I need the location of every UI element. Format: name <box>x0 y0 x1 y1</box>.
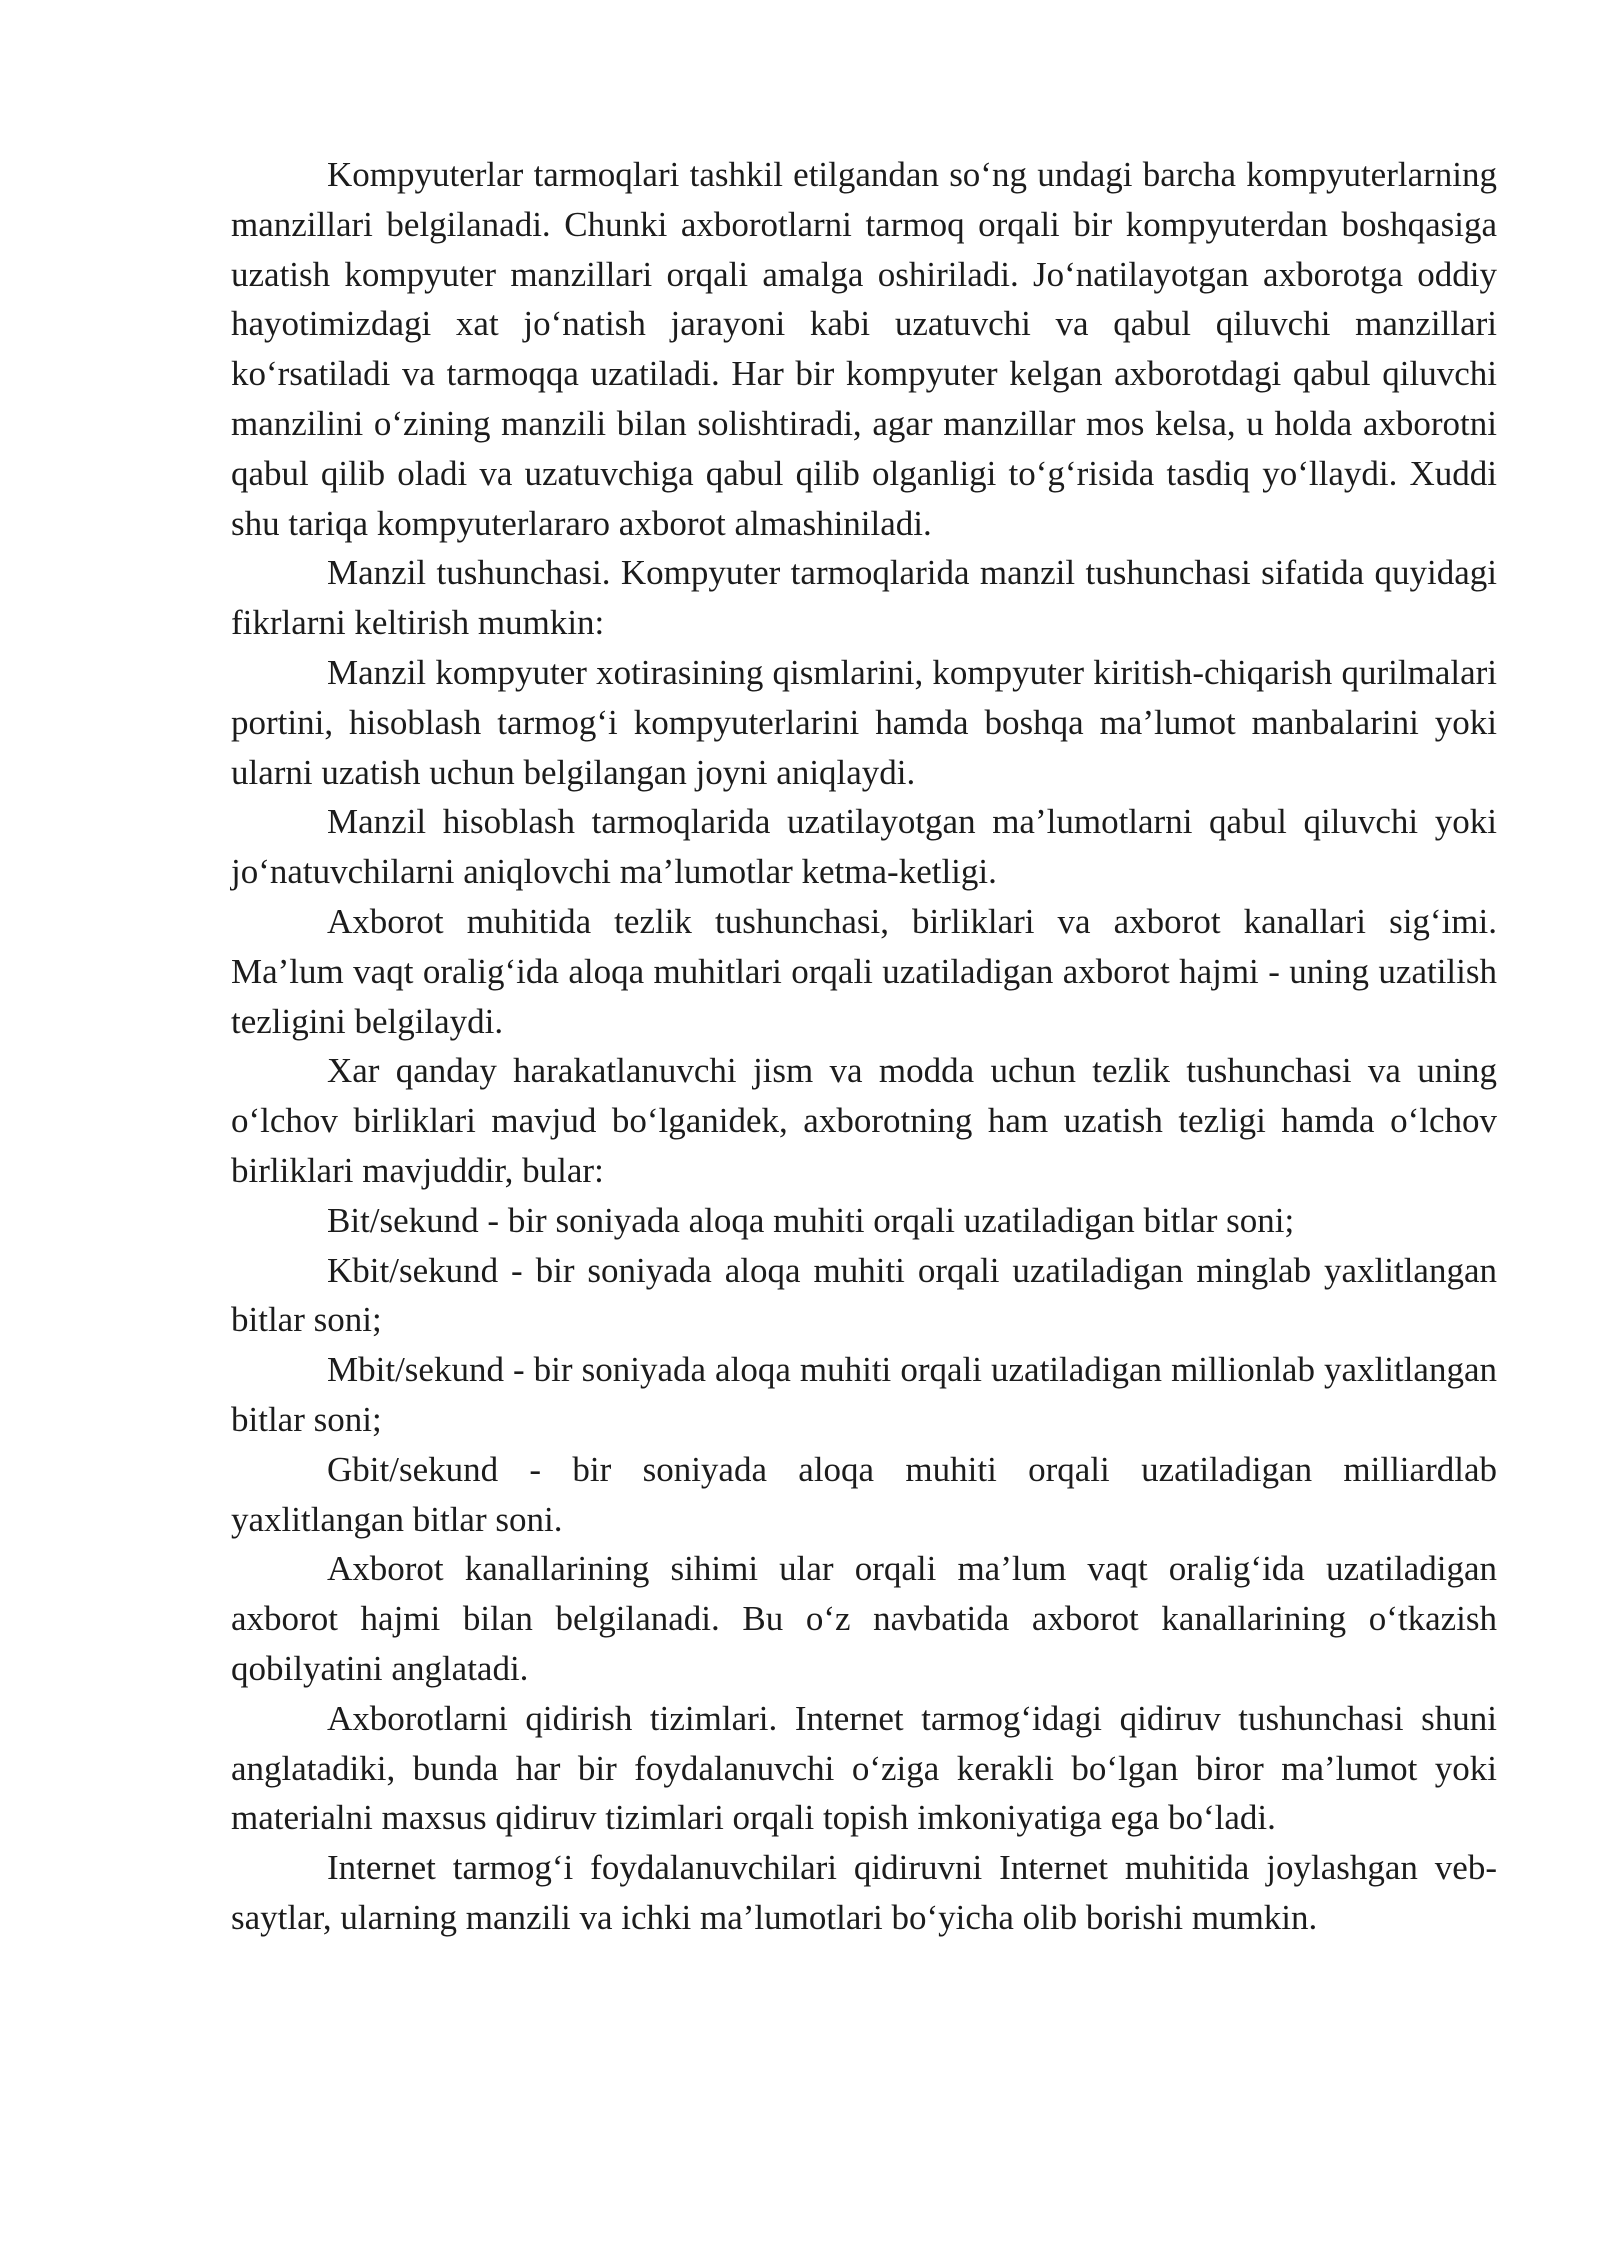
paragraph-6: Xar qanday harakatlanuvchi jism va modda uchun tezlik tushunchasi va uning o‘lchov birliklari mavjud bo‘lganidek, axborotning ham uzatish tezligi hamda o‘lchov birliklari mavjuddir, bular: <box>231 1051 1497 1190</box>
paragraph-7: Bit/sekund - bir soniyada aloqa muhiti orqali uzatiladigan bitlar soni; <box>327 1200 1295 1240</box>
paragraph-3: Manzil kompyuter xotirasining qismlarini, kompyuter kiritish-chiqarish qurilmalari portini, hisoblash tarmog‘i kompyuterlarini hamda boshqa ma’lumot manbalarini yoki ularni uzatish uchun belgilangan joyni aniqlaydi. <box>231 652 1497 792</box>
paragraph-5: Axborot muhitida tezlik tushunchasi, birliklari va axborot kanallari sig‘imi. Ma’lum vaqt oralig‘ida aloqa muhitlari orqali uzatiladigan axborot hajmi - uning uzatilish tezligini belgilaydi. <box>231 901 1497 1041</box>
paragraph-8: Kbit/sekund - bir soniyada aloqa muhiti orqali uzatiladigan minglab yaxlitlangan bitlar soni; <box>231 1250 1497 1340</box>
paragraph-1: Kompyuterlar tarmoqlari tashkil etilgandan so‘ng undagi barcha kompyuterlarning manzillari belgilanadi. Chunki axborotlarni tarmoq orqali bir kompyuterdan boshqasiga uzatish kompyuter manzillari orqali amalga oshiriladi. Jo‘natilayotgan axborotga oddiy hayotimizdagi xat jo‘natish jarayoni kabi uzatuvchi va qabul qiluvchi manzillari ko‘rsatiladi va tarmoqqa uzatiladi. Har bir kompyuter kelgan axborotdagi qabul qiluvchi manzilini o‘zining manzili bilan solishtiradi, agar manzillar mos kelsa, u holda axborotni qabul qilib oladi va uzatuvchiga qabul qilib olganligi to‘g‘risida tasdiq yo‘llaydi. Xuddi shu tariqa kompyuterlararo axborot almashiniladi. <box>231 155 1497 543</box>
body-text <box>231 150 1497 1943</box>
paragraph-9: Mbit/sekund - bir soniyada aloqa muhiti orqali uzatiladigan millionlab yaxlitlangan bitlar soni; <box>231 1350 1497 1439</box>
paragraph-12: Axborotlarni qidirish tizimlari. Internet tarmog‘idagi qidiruv tushunchasi shuni anglatadiki, bunda har bir foydalanuvchi o‘ziga kerakli bo‘lgan biror ma’lumot yoki materialni maxsus qidiruv tizimlari orqali topish imkoniyatiga ega bo‘ladi. <box>231 1698 1497 1838</box>
paragraph-10: Gbit/sekund - bir soniyada aloqa muhiti orqali uzatiladigan milliardlab yaxlitlangan bitlar soni. <box>231 1449 1497 1539</box>
paragraph-13: Internet tarmog‘i foydalanuvchilari qidiruvni Internet muhitida joylashgan veb- saytlar, ularning manzili va ichki ma’lumotlari bo‘yicha olib borishi mumkin. <box>231 1848 1497 1937</box>
paragraph-4: Manzil hisoblash tarmoqlarida uzatilayotgan ma’lumotlarni qabul qiluvchi yoki jo‘natuvchilarni aniqlovchi ma’lumotlar ketma-ketligi. <box>231 802 1497 892</box>
paragraph-11: Axborot kanallarining sihimi ular orqali ma’lum vaqt oralig‘ida uzatiladigan axborot hajmi bilan belgilanadi. Bu o‘z navbatida axborot kanallarining o‘tkazish qobilyatini anglatadi. <box>231 1549 1497 1688</box>
paragraph-2: Manzil tushunchasi. Kompyuter tarmoqlarida manzil tushunchasi sifatida quyidagi fikrlarni keltirish mumkin: <box>231 553 1497 643</box>
